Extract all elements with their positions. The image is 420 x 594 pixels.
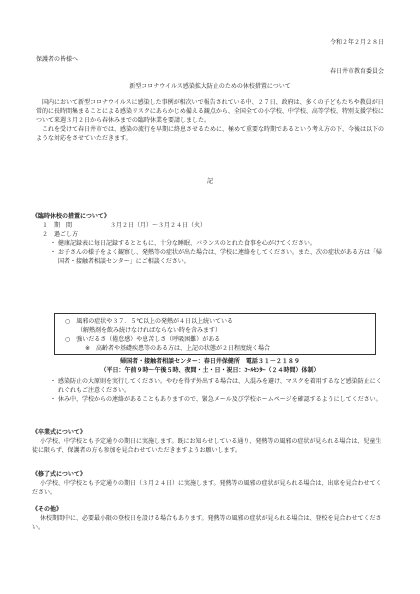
symptom-line: ○ 風邪の症状や３７．５℃以上の発熱が４日以上続いている: [65, 318, 233, 325]
symptom-line: ※ 高齢者や基礎疾患等のある方は、上記の状態が２日程度続く場合: [85, 345, 271, 352]
completion-section: [32, 470, 384, 497]
period-row: [32, 221, 384, 230]
how-label: ２ 過ごし方: [42, 231, 79, 238]
other-section: [32, 505, 384, 532]
list-item: ・ 健康記録表に毎日記録するとともに、十分な睡眠、バランスのとれた食事を心がけてください。: [50, 240, 316, 247]
closure-bullets: [32, 239, 384, 266]
contact-center: 帰国者・接触者相談センター：春日井保健所 電話３１－２１８９: [120, 358, 300, 365]
list-item: ・ 休み中、学校からの連絡があることもありますので、緊急メール及び学校ホームページを確認するようにしてください。: [50, 396, 382, 403]
sender: 春日井市教育委員会: [329, 68, 384, 75]
symptoms-box: [54, 313, 376, 355]
bullet-text: 健康記録表に毎日記録するとともに、十分な睡眠、バランスのとれた食事を心がけてください。: [58, 240, 316, 247]
ki-marker: 記: [206, 178, 213, 185]
intro-section: [36, 98, 384, 143]
list-item: ・ お子さんの様子をよく観察し、発熱等の症状が出た場合は、学校に連絡をしてください。また、次の症状がある方は「帰国者・接触者相談センター」にご相談ください。: [50, 249, 383, 265]
period-label: １ 期 間: [42, 222, 73, 229]
bullet-text: お子さんの様子をよく観察し、発熱等の症状が出た場合は、学校に連絡をしてください。また、次の症状がある方は「帰国者・接触者相談センター」にご相談ください。: [58, 249, 383, 265]
completion-text: 小学校、中学校とも予定通りの期日（３月２４日）に実施します。発熱等の風邪の症状が見られる場合は、出席を見合わせてください。: [32, 480, 382, 496]
contact-hours: （平日：午前９時～午後５時、夜間・土・日・祝日：ｺｰﾙｾﾝﾀｰ（２４時間）体制）: [100, 367, 320, 374]
symptom-line: （解熱剤を飲み続けなければならない時を含みます）: [77, 327, 222, 334]
bullet-text: 休み中、学校からの連絡があることもありますので、緊急メール及び学校ホームページを確認するようにしてください。: [58, 396, 382, 403]
graduation-text: 小学校、中学校とも予定通りの期日に実施します。既にお知らせしている通り、発熱等の風邪の症状が見られる場合は、児童生徒に限らず、保護者の方も参加を見合わせていただきますようお願いします。: [32, 438, 382, 454]
symptom-line: ○ 強いだるさ（倦怠感）や息苦しさ（呼吸困難）がある: [65, 336, 221, 343]
other-text: 休校期間中に、必要最小限の登校日を設ける場合もあります。発熱等の風邪の症状が見られる場合は、登校を見合わせてください。: [32, 515, 382, 531]
period-value: ３月２日（月）～３月２４日（火）: [109, 222, 206, 229]
bullet-text: 感染防止の大原則を実行してください。やむを得ず外出する場合は、人混みを避け、マスクを着用するなど感染防止にくれぐれもご注意ください。: [58, 378, 382, 394]
other-heading: 《その他》: [32, 506, 63, 513]
closure-more: [32, 377, 384, 404]
intro-paragraph: これを受けて春日井市では、感染の流行を早期に終息させるために、極めて重要な時期であるという考え方の下、今後は以下のような対応をさせていただきます。: [36, 126, 385, 142]
document-date: 令和２年２月２８日: [329, 39, 384, 46]
closure-section: [32, 212, 384, 266]
intro-paragraph: 国内において新型コロナウイルスに感染した事例が相次いで報告されている中、２７日、政府は、多くの子どもたちや教員が日常的に長時間集まることによる感染リスクにあらかじめ備える観点から、全国全ての小学校、中学校、高等学校、特別支援学校について来週３月２日から春休みまでの臨時休業を要請しました。: [36, 99, 384, 124]
completion-heading: 《修了式について》: [32, 471, 86, 478]
graduation-heading: 《卒業式について》: [32, 429, 86, 436]
closure-heading: 《臨時休校の措置について》: [32, 213, 110, 220]
recipient: 保護者の皆様へ: [36, 56, 79, 63]
list-item: ・ 感染防止の大原則を実行してください。やむを得ず外出する場合は、人混みを避け、マスクを着用するなど感染防止にくれぐれもご注意ください。: [50, 378, 382, 394]
graduation-section: [32, 428, 384, 455]
document-title: 新型コロナウイルス感染拡大防止のための休校措置について: [129, 83, 291, 90]
closure-bullets-2: [32, 377, 384, 404]
